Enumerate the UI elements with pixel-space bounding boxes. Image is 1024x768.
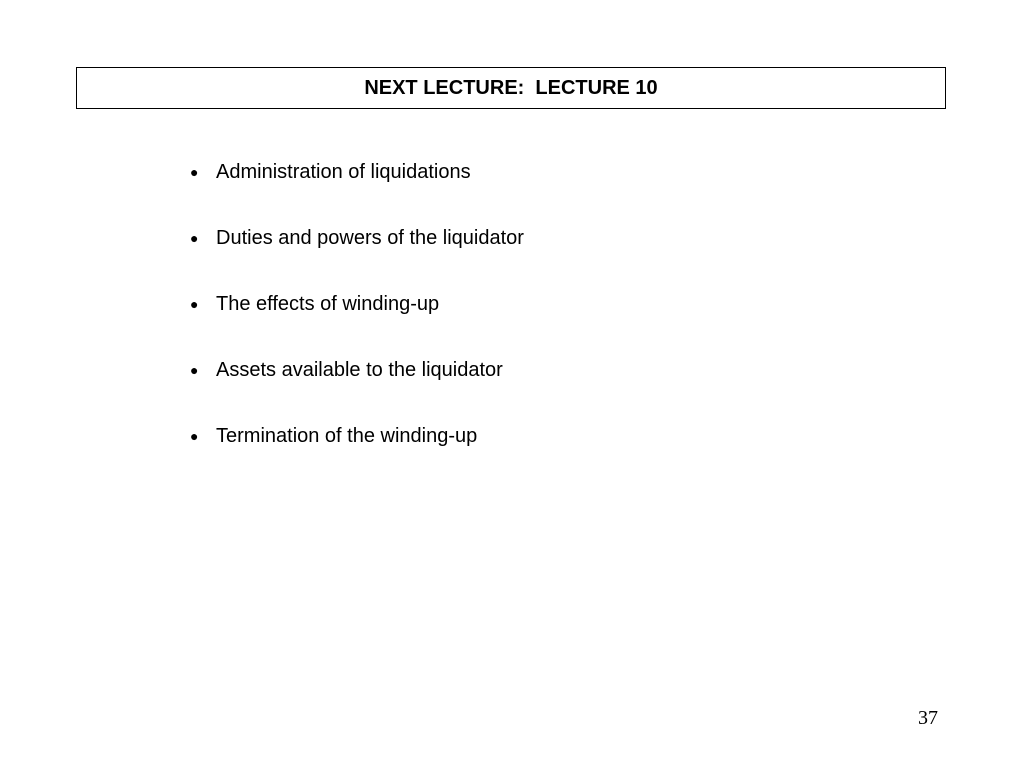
bullet-icon: ● xyxy=(190,164,199,180)
list-item xyxy=(190,224,524,252)
list-item-label: The effects of winding-up xyxy=(216,292,440,315)
list-item-label: Termination of the winding-up xyxy=(216,424,478,447)
list-item xyxy=(190,158,524,186)
bullet-icon: ● xyxy=(190,230,199,246)
bullet-icon: ● xyxy=(190,296,199,312)
bullet-icon: ● xyxy=(190,362,199,378)
title-box xyxy=(76,67,946,109)
list-item xyxy=(190,422,524,450)
bullet-list xyxy=(190,158,524,488)
list-item-label: Assets available to the liquidator xyxy=(216,358,503,381)
page-number: 37 xyxy=(918,707,938,729)
list-item xyxy=(190,356,524,384)
bullet-icon: ● xyxy=(190,428,199,444)
list-item-label: Duties and powers of the liquidator xyxy=(216,226,524,249)
list-item xyxy=(190,290,524,318)
list-item-label: Administration of liquidations xyxy=(216,160,471,183)
slide-title: NEXT LECTURE: LECTURE 10 xyxy=(364,76,658,99)
